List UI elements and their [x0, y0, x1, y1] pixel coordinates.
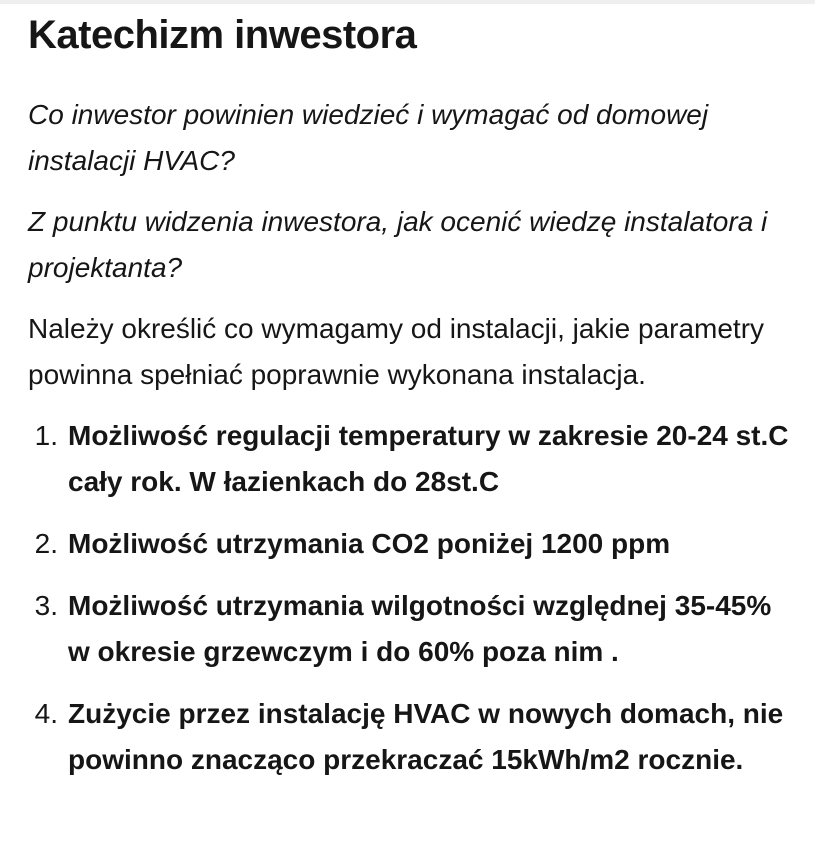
question-paragraph-2: Z punktu widzenia inwestora, jak ocenić wiedzę instalatora i projektanta? — [28, 206, 768, 283]
intro-paragraph: Należy określić co wymagamy od instalacji, jakie parametry powinna spełniać poprawnie wykonana instalacja. — [28, 313, 765, 390]
list-item-1-text: Możliwość regulacji temperatury w zakresie 20-24 st.C cały rok. W łazienkach do 28st.C — [68, 420, 789, 497]
list-item-2-text: Możliwość utrzymania CO2 poniżej 1200 ppm — [68, 528, 671, 559]
document-page — [0, 4, 815, 783]
list-item-2 — [28, 521, 795, 567]
list-item-3 — [28, 583, 795, 675]
requirements-list — [28, 413, 795, 783]
page-title: Katechizm inwestora — [28, 13, 417, 57]
list-item-4-text: Zużycie przez instalację HVAC w nowych domach, nie powinno znacząco przekraczać 15kWh/m2 rocznie. — [68, 698, 784, 775]
list-item-4-number: 4. — [34, 698, 58, 729]
list-item-3-number: 3. — [34, 590, 58, 621]
list-item-2-number: 2. — [34, 528, 58, 559]
list-item-1-number: 1. — [34, 420, 58, 451]
question-paragraph-1: Co inwestor powinien wiedzieć i wymagać od domowej instalacji HVAC? — [28, 99, 709, 176]
list-item-3-text: Możliwość utrzymania wilgotności względnej 35-45% w okresie grzewczym i do 60% poza nim . — [68, 590, 772, 667]
list-item-1 — [28, 413, 795, 505]
list-item-4 — [28, 691, 795, 783]
